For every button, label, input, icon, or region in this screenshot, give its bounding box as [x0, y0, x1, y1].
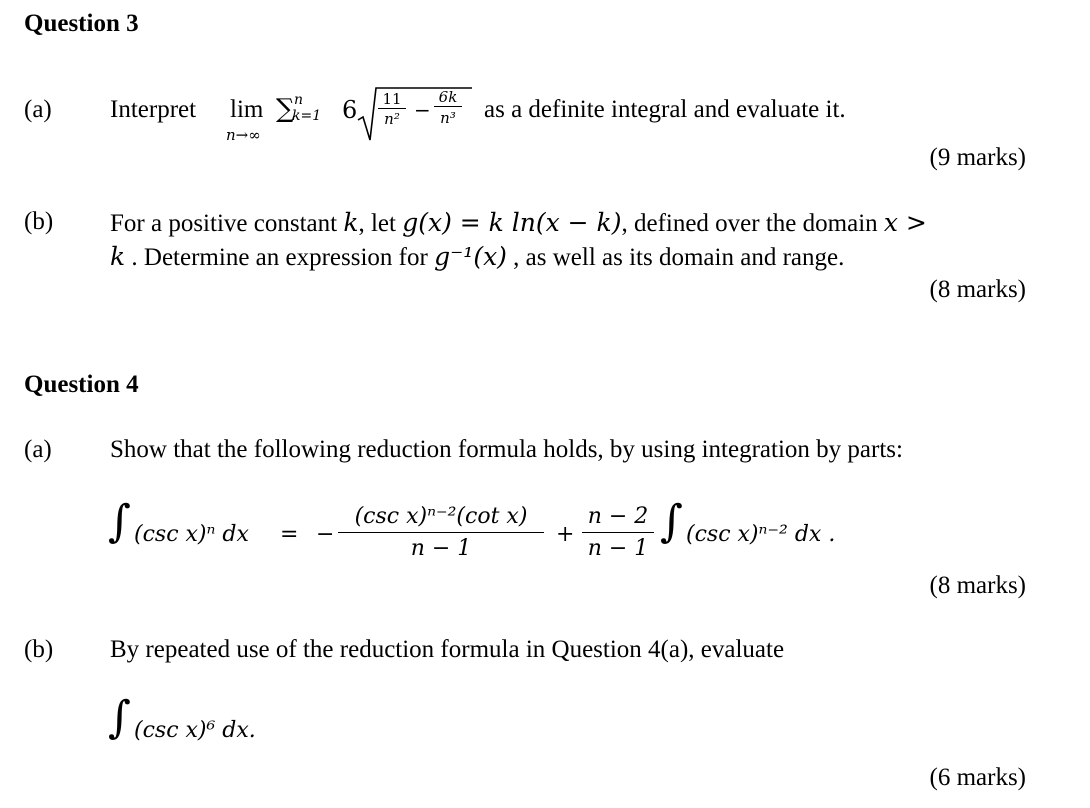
fraction1-numerator: (csc x)ⁿ⁻²(cot x)	[338, 502, 544, 533]
fraction2-denominator: n − 1	[587, 536, 649, 561]
q3b-marks: (8 marks)	[929, 276, 1026, 303]
q3b-text-2: , let	[358, 210, 403, 237]
fraction-n2-over-n1	[582, 502, 654, 565]
q3b-text-3: , defined over the domain	[621, 210, 884, 237]
frac1-numerator: 11	[378, 90, 406, 109]
q3b-function: g(x) = k ln(x − k)	[402, 208, 622, 237]
q3b-domain: x >	[883, 208, 927, 237]
coefficient: 6	[342, 96, 358, 124]
plus-sign: +	[556, 522, 575, 547]
fraction-6k-over-n3	[434, 88, 462, 129]
sum-superscript: n	[294, 92, 304, 108]
csc6-integrand: (csc x)⁶ dx.	[134, 718, 256, 743]
fraction2-numerator: n − 2	[582, 502, 654, 533]
reduction-formula	[108, 496, 928, 580]
q3b-inverse: g⁻¹(x)	[434, 242, 507, 271]
formula-lhs: (csc x)ⁿ dx	[134, 522, 249, 547]
q4-part-b-label: (b)	[24, 636, 54, 663]
q4b-marks: (6 marks)	[929, 764, 1026, 791]
q4-part-a-label: (a)	[24, 436, 52, 463]
frac1-denominator: n²	[384, 110, 400, 128]
integral-sign-csc6: ∫	[108, 692, 131, 743]
question-4-title: Question 4	[24, 371, 139, 398]
csc6-integral	[108, 692, 328, 766]
q3b-k: k	[343, 208, 359, 237]
fraction-11-over-n2	[378, 90, 406, 129]
lim-word: lim	[230, 96, 264, 123]
q3b-line2	[110, 242, 844, 272]
definite-integral-instruction: as a definite integral and evaluate it.	[484, 96, 846, 123]
lim-subscript: n→∞	[226, 126, 261, 144]
interpret-word: Interpret	[110, 96, 197, 123]
sum-subscript: k=1	[292, 108, 322, 124]
frac2-numerator: 6k	[434, 88, 462, 107]
part-b-label: (b)	[24, 208, 54, 235]
q3b-line1	[110, 208, 927, 238]
integral-sign-lhs: ∫	[108, 496, 131, 547]
q3a-marks: (9 marks)	[929, 144, 1026, 171]
q4b-instruction: By repeated use of the reduction formula in Question 4(a), evaluate	[110, 636, 785, 663]
formula-rhs: (csc x)ⁿ⁻² dx .	[686, 522, 836, 547]
question-3-title: Question 3	[24, 10, 139, 37]
sum-symbol: ∑	[276, 94, 295, 124]
q3b-k2: k	[110, 242, 126, 271]
part-a-label: (a)	[24, 96, 52, 123]
q3b-text-1: For a positive constant	[110, 210, 344, 237]
q4a-instruction: Show that the following reduction formula holds, by using integration by parts:	[110, 436, 903, 463]
integral-sign-rhs: ∫	[660, 496, 683, 547]
q3b-text-5: , as well as its domain and range.	[506, 244, 845, 271]
leading-minus: −	[316, 522, 335, 547]
minus-sign: −	[414, 98, 431, 122]
fraction-csc-cot	[338, 502, 544, 565]
q4a-marks: (8 marks)	[929, 572, 1026, 599]
equals-sign: =	[280, 522, 299, 547]
fraction1-denominator: n − 1	[410, 536, 472, 561]
frac2-denominator: n³	[440, 109, 456, 127]
q3b-text-4: . Determine an expression for	[125, 244, 435, 271]
